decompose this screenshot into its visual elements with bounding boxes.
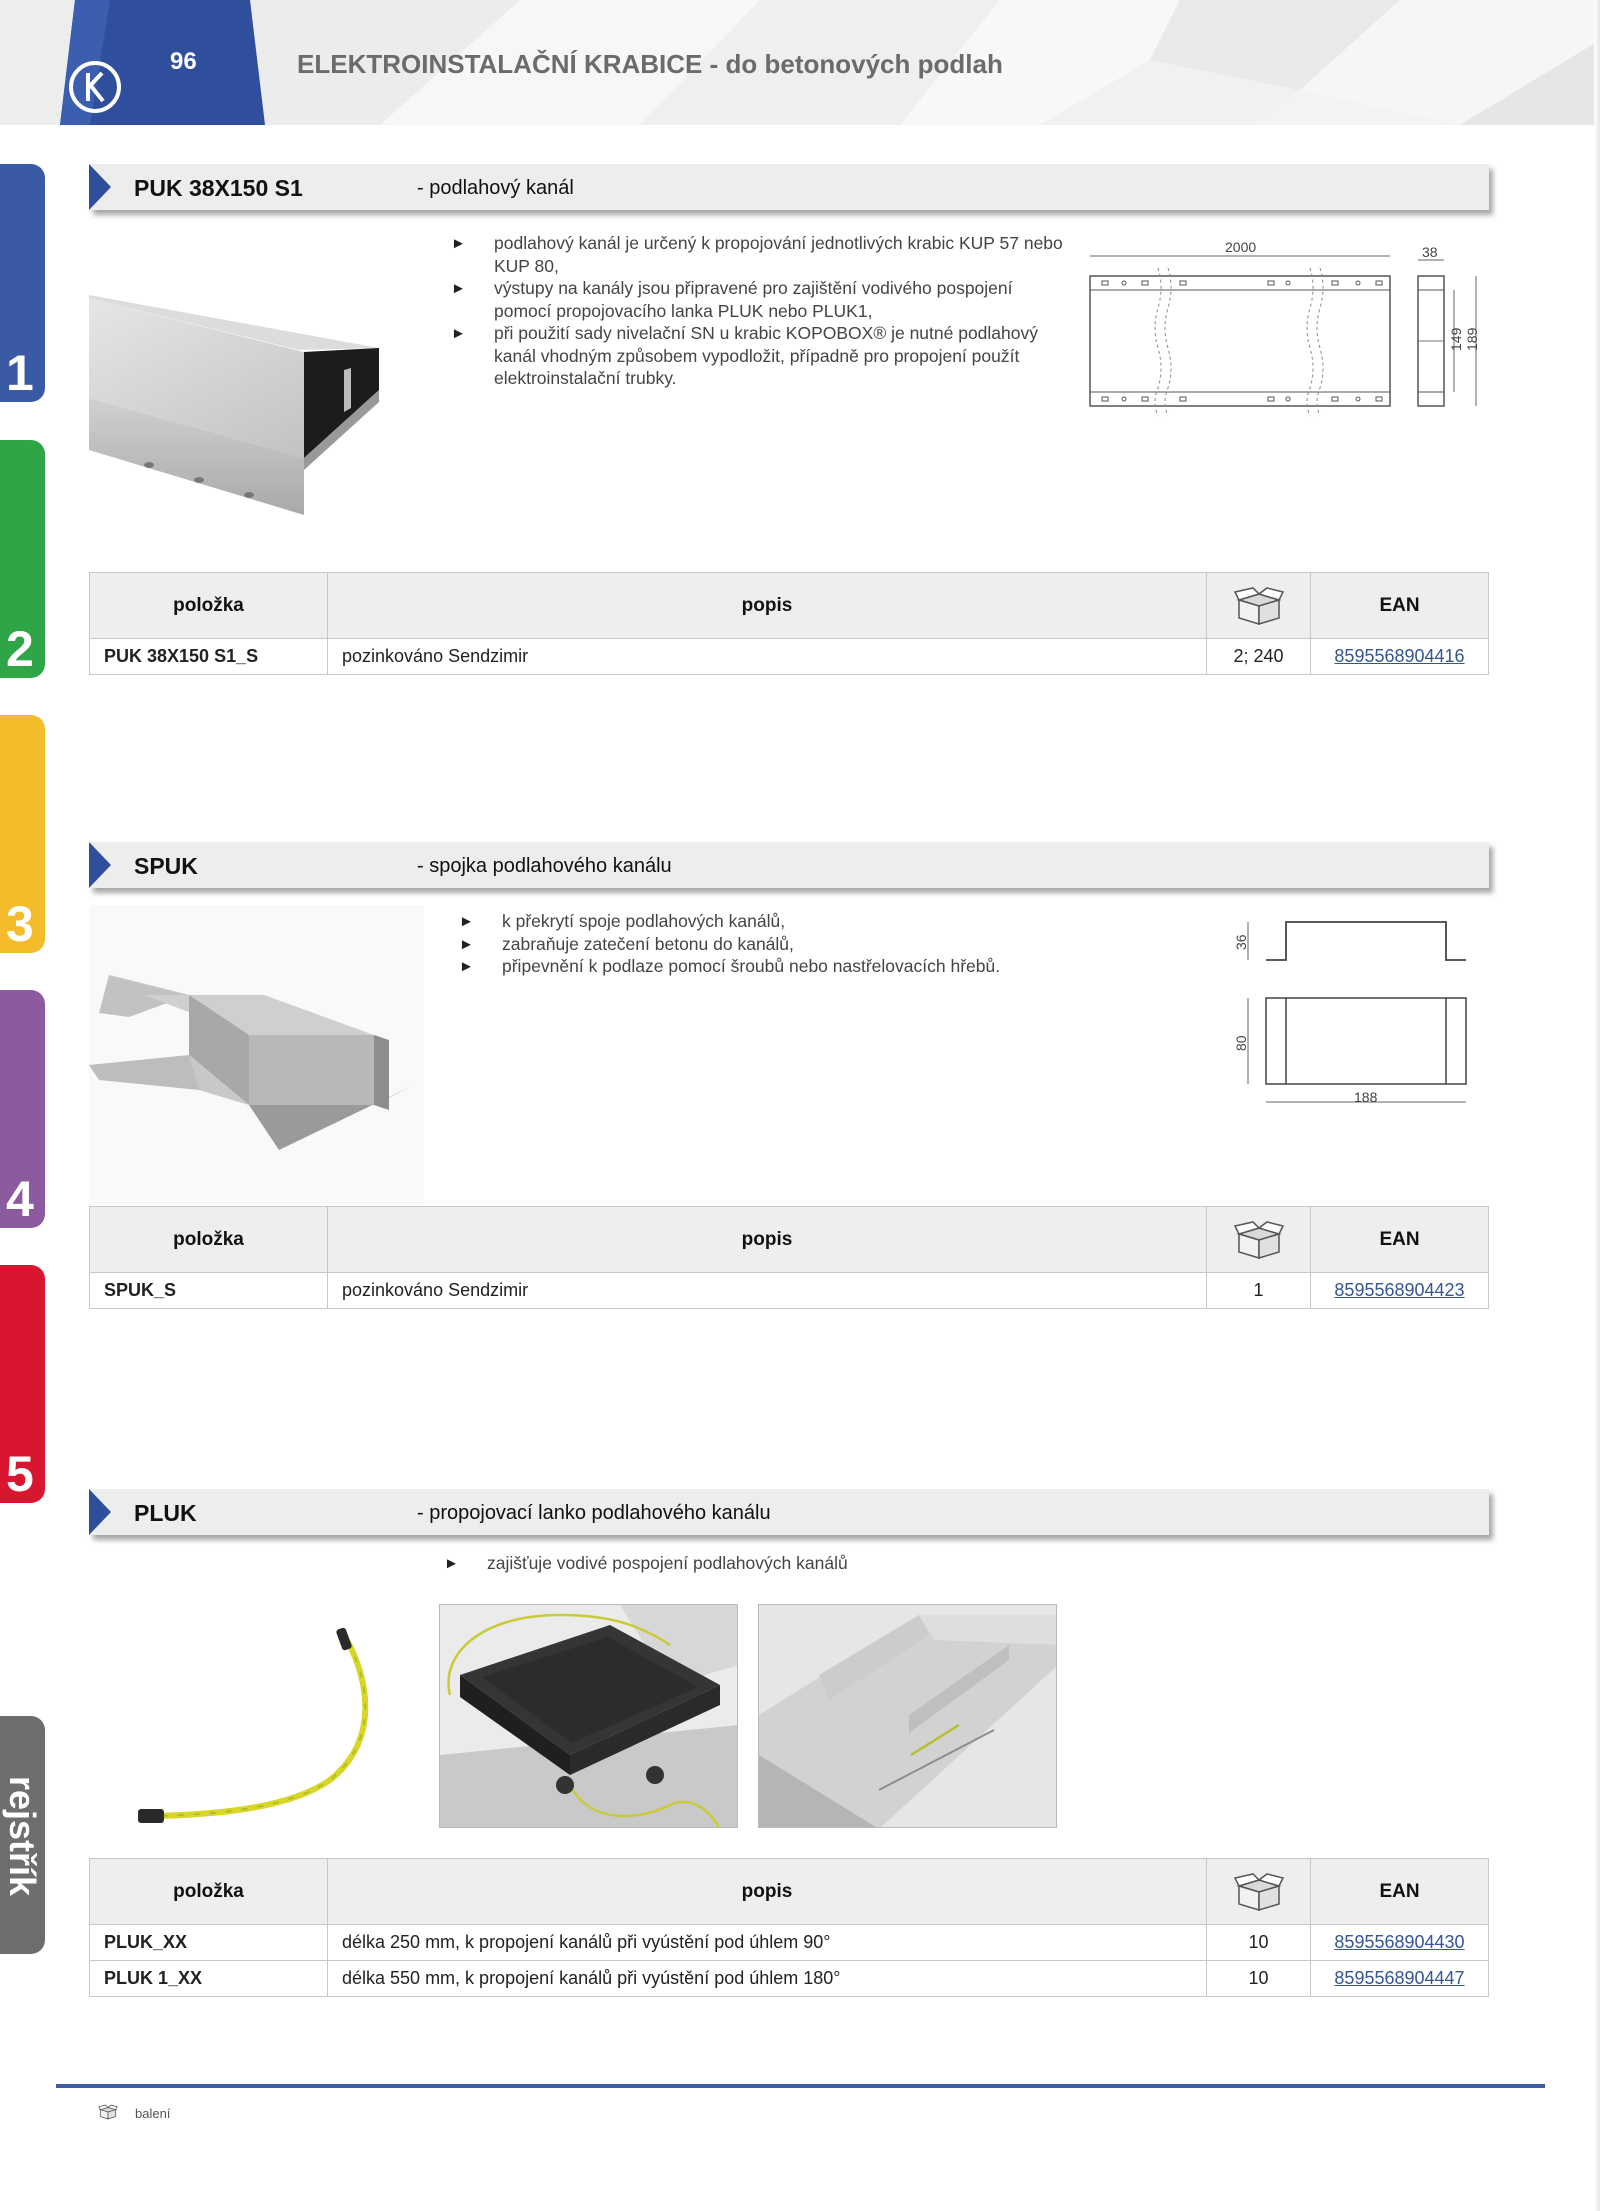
cell-description: délka 250 mm, k propojení kanálů při vyústění pod úhlem 90°: [328, 1925, 1207, 1961]
technical-drawing-spuk: [1228, 916, 1468, 1106]
product-code: PUK 38X150 S1: [134, 175, 303, 201]
side-tab-label: 1: [6, 345, 34, 401]
cell-description: pozinkováno Sendzimir: [328, 639, 1207, 675]
section-header-pluk: [89, 1489, 1489, 1535]
side-tab-label: 5: [6, 1446, 34, 1502]
column-header-packaging: [1207, 573, 1311, 639]
dimension-height-inner: 149: [1448, 327, 1464, 351]
product-name: - propojovací lanko podlahového kanálu: [417, 1502, 771, 1524]
column-header-description: popis: [328, 573, 1207, 639]
ean-link[interactable]: 8595568904416: [1311, 639, 1489, 675]
section-arrow-icon: [89, 164, 111, 210]
section-header-spuk: [89, 842, 1489, 888]
side-tab-3[interactable]: [0, 715, 45, 953]
product-name: - podlahový kanál: [417, 177, 574, 199]
side-tab-4[interactable]: [0, 990, 45, 1228]
column-header-packaging: [1207, 1207, 1311, 1273]
dimension-length: 2000: [1225, 239, 1257, 255]
box-icon: [1233, 1220, 1285, 1260]
bullet-icon: ►: [459, 958, 474, 975]
cell-item: PLUK_XX: [90, 1925, 328, 1961]
box-icon: [98, 2104, 118, 2120]
product-photo-spuk: [89, 905, 424, 1205]
product-photo-pluk-cable: [130, 1620, 430, 1835]
ean-link[interactable]: 8595568904423: [1311, 1273, 1489, 1309]
table-row: [90, 1961, 1489, 1997]
column-header-description: popis: [328, 1207, 1207, 1273]
footer-divider: [56, 2084, 1545, 2088]
column-header-ean: EAN: [1311, 1859, 1489, 1925]
side-tab-label: 2: [6, 621, 34, 677]
ean-link[interactable]: 8595568904430: [1311, 1925, 1489, 1961]
column-header-ean: EAN: [1311, 573, 1489, 639]
side-tab-index-label: rejstřík: [2, 1776, 43, 1897]
product-code: SPUK: [134, 853, 198, 879]
cell-packaging: 10: [1207, 1925, 1311, 1961]
cell-item: SPUK_S: [90, 1273, 328, 1309]
section-header-puk: [89, 164, 1489, 210]
list-item: ► k překrytí spoje podlahových kanálů,: [459, 910, 1099, 933]
cell-packaging: 1: [1207, 1273, 1311, 1309]
product-table-spuk: [89, 1206, 1489, 1309]
column-header-ean: EAN: [1311, 1207, 1489, 1273]
side-tab-label: 4: [6, 1171, 34, 1227]
table-row: [90, 1273, 1489, 1309]
application-photo-2: [758, 1604, 1057, 1828]
product-code: PLUK: [134, 1500, 197, 1526]
side-tab-index[interactable]: [0, 1716, 45, 1954]
feature-list-pluk: [444, 1552, 1084, 1575]
bullet-icon: ►: [459, 935, 474, 953]
dimension-length: 188: [1354, 1089, 1378, 1105]
table-header-row: [90, 1207, 1489, 1273]
side-tab-1[interactable]: [0, 164, 45, 402]
table-row: [90, 639, 1489, 675]
page-number: 96: [170, 48, 197, 75]
page-edge: [1594, 0, 1600, 2211]
feature-list-puk: [451, 232, 1071, 390]
box-icon: [1233, 1872, 1285, 1912]
cell-packaging: 2; 240: [1207, 639, 1311, 675]
cell-packaging: 10: [1207, 1961, 1311, 1997]
application-photo-1: [439, 1604, 738, 1828]
table-header-row: [90, 1859, 1489, 1925]
cell-description: délka 550 mm, k propojení kanálů při vyústění pod úhlem 180°: [328, 1961, 1207, 1997]
list-item: ► podlahový kanál je určený k propojování jednotlivých krabic KUP 57 nebo KUP 80,: [451, 233, 1063, 276]
product-photo-puk: [89, 290, 384, 520]
dimension-height-outer: 189: [1464, 327, 1480, 351]
table-header-row: [90, 573, 1489, 639]
cell-item: PUK 38X150 S1_S: [90, 639, 328, 675]
table-row: [90, 1925, 1489, 1961]
product-table-puk: [89, 572, 1489, 675]
column-header-item: položka: [90, 573, 328, 639]
list-item: ► výstupy na kanály jsou připravené pro zajištění vodivého pospojení pomocí propojovacího lanka PLUK nebo PLUK1,: [451, 278, 1013, 321]
bullet-icon: ►: [451, 280, 466, 297]
section-arrow-icon: [89, 1489, 111, 1535]
ean-link[interactable]: 8595568904447: [1311, 1961, 1489, 1997]
feature-list-spuk: [459, 910, 1099, 978]
side-tab-label: 3: [6, 896, 34, 952]
company-logo: [68, 60, 122, 114]
dimension-height: 36: [1233, 934, 1249, 950]
bullet-icon: ►: [451, 325, 466, 342]
column-header-packaging: [1207, 1859, 1311, 1925]
column-header-description: popis: [328, 1859, 1207, 1925]
list-item: ► připevnění k podlaze pomocí šroubů nebo nastřelovacích hřebů.: [459, 955, 1099, 978]
dimension-depth: 80: [1233, 1035, 1249, 1051]
section-arrow-icon: [89, 842, 111, 888]
list-item: ► při použití sady nivelační SN u krabic KOPOBOX® je nutné podlahový kanál vhodným způsobem vypodložit, případně pro propojení použít elektroinstalační trubky.: [451, 323, 1039, 388]
cell-item: PLUK 1_XX: [90, 1961, 328, 1997]
technical-drawing-puk: [1088, 238, 1488, 418]
dimension-width: 38: [1422, 244, 1438, 260]
column-header-item: položka: [90, 1859, 328, 1925]
footer-legend-label: balení: [135, 2106, 171, 2121]
list-item: ► zajišťuje vodivé pospojení podlahových kanálů: [444, 1552, 1084, 1575]
page-title: ELEKTROINSTALAČNÍ KRABICE - do betonových podlah: [297, 49, 1003, 79]
cell-description: pozinkováno Sendzimir: [328, 1273, 1207, 1309]
side-tab-2[interactable]: [0, 440, 45, 678]
box-icon: [1233, 586, 1285, 626]
product-name: - spojka podlahového kanálu: [417, 855, 672, 877]
bullet-icon: ►: [459, 913, 474, 930]
bullet-icon: ►: [451, 235, 466, 252]
bullet-icon: ►: [444, 1555, 459, 1572]
column-header-item: položka: [90, 1207, 328, 1273]
list-item: ► zabraňuje zatečení betonu do kanálů,: [459, 933, 1099, 956]
product-table-pluk: [89, 1858, 1489, 1997]
side-tab-5[interactable]: [0, 1265, 45, 1503]
